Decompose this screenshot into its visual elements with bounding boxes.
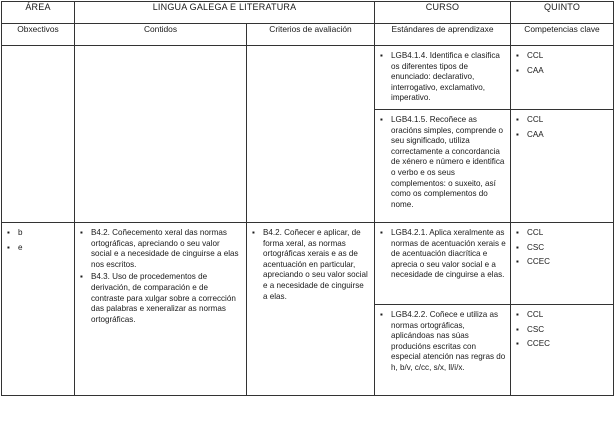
bullet-icon: ▪ xyxy=(7,227,10,237)
contents-cell xyxy=(75,222,247,395)
list-item: ▪ b xyxy=(7,227,23,237)
list-item: ▪ CCL xyxy=(516,309,544,319)
objectives-cell xyxy=(2,222,75,395)
subject-header: LINGUA GALEGA E LITERATURA xyxy=(75,2,375,24)
list-item: ▪ e xyxy=(7,242,23,252)
competences-cell xyxy=(511,109,614,222)
col-standards: Estándares de aprendizaxe xyxy=(375,24,511,46)
list-item: ▪ CCEC xyxy=(516,339,550,349)
list-item: ▪ LGB4.1.4. Identifica e clasifica os diferentes tipos de enunciado: declarativo, interrogativo, exclamativo, imperativo. xyxy=(380,51,500,103)
list-item: ▪ B4.2. Coñecemento xeral das normas ortográficas, apreciando o seu valor social e a necesidade de cinguirse a elas nos escritos. xyxy=(80,227,239,269)
list-item: ▪ CAA xyxy=(516,65,544,75)
list-item: ▪ LGB4.1.5. Recoñece as oracións simples, comprende o seu significado, utiliza correctamente a concordancia de xénero e número e identifica o verbo e os seus complementos: o suxeito, así como os complementos do nome. xyxy=(380,114,505,209)
contents-cell-empty xyxy=(75,46,247,223)
col-contents: Contidos xyxy=(75,24,247,46)
curriculum-table xyxy=(1,1,614,396)
bullet-icon: ▪ xyxy=(516,257,519,267)
bullet-icon: ▪ xyxy=(516,227,519,237)
table-row xyxy=(2,222,614,304)
list-item: ▪ CCL xyxy=(516,227,544,237)
column-header-row xyxy=(2,24,614,46)
bullet-icon: ▪ xyxy=(516,65,519,75)
bullet-icon: ▪ xyxy=(7,242,10,252)
list-item: ▪ CCL xyxy=(516,51,544,60)
bullet-icon: ▪ xyxy=(80,272,83,282)
list-item: ▪ CSC xyxy=(516,242,545,252)
course-value: QUINTO xyxy=(511,2,614,24)
bullet-icon: ▪ xyxy=(516,51,519,60)
bullet-icon: ▪ xyxy=(380,114,383,124)
objectives-cell-empty xyxy=(2,46,75,223)
bullet-icon: ▪ xyxy=(516,242,519,252)
col-objectives: Obxectivos xyxy=(2,24,75,46)
bullet-icon: ▪ xyxy=(80,227,83,237)
bullet-icon: ▪ xyxy=(516,114,519,124)
list-item: ▪ B4.2. Coñecer e aplicar, de forma xeral, as normas ortográficas xerais e as de acentuación en particular, apreciando o seu valor social e a necesidade de cinguirse a elas. xyxy=(252,227,368,301)
criteria-cell xyxy=(247,222,375,395)
list-item: ▪ LGB4.2.2. Coñece e utiliza as normas ortográficas, aplicándoas nas súas producións escritas con especial atención nas regras do h, b/v, c/cc, s/x, ll/i/x. xyxy=(380,309,506,372)
bullet-icon: ▪ xyxy=(380,51,383,60)
standards-cell xyxy=(375,109,511,222)
col-criteria: Criterios de avaliación xyxy=(247,24,375,46)
bullet-icon: ▪ xyxy=(380,227,383,237)
list-item: ▪ B4.3. Uso de procedementos de derivación, de comparación e de contraste para xulgar sobre a corrección das palabras e xeneralizar as normas ortográficas. xyxy=(80,272,236,324)
competences-cell xyxy=(511,46,614,110)
bullet-icon: ▪ xyxy=(516,324,519,334)
list-item: ▪ CCL xyxy=(516,114,544,124)
table-row xyxy=(2,46,614,110)
area-header: ÁREA xyxy=(2,2,75,24)
list-item: ▪ CSC xyxy=(516,324,545,334)
standards-cell xyxy=(375,222,511,304)
course-header: CURSO xyxy=(375,2,511,24)
standards-cell xyxy=(375,304,511,395)
header-row xyxy=(2,2,614,24)
bullet-icon: ▪ xyxy=(516,339,519,349)
standards-cell xyxy=(375,46,511,110)
criteria-cell-empty xyxy=(247,46,375,223)
list-item: ▪ LGB4.2.1. Aplica xeralmente as normas de acentuación xerais e de acentuación diacrítica e aprecia o seu valor social e a necesidade de cinguirse a elas. xyxy=(380,227,506,280)
bullet-icon: ▪ xyxy=(516,309,519,319)
competences-cell xyxy=(511,304,614,395)
bullet-icon: ▪ xyxy=(516,129,519,139)
list-item: ▪ CCEC xyxy=(516,257,550,267)
col-competences: Competencias clave xyxy=(511,24,614,46)
list-item: ▪ CAA xyxy=(516,129,544,139)
bullet-icon: ▪ xyxy=(380,309,383,319)
bullet-icon: ▪ xyxy=(252,227,255,237)
competences-cell xyxy=(511,222,614,304)
